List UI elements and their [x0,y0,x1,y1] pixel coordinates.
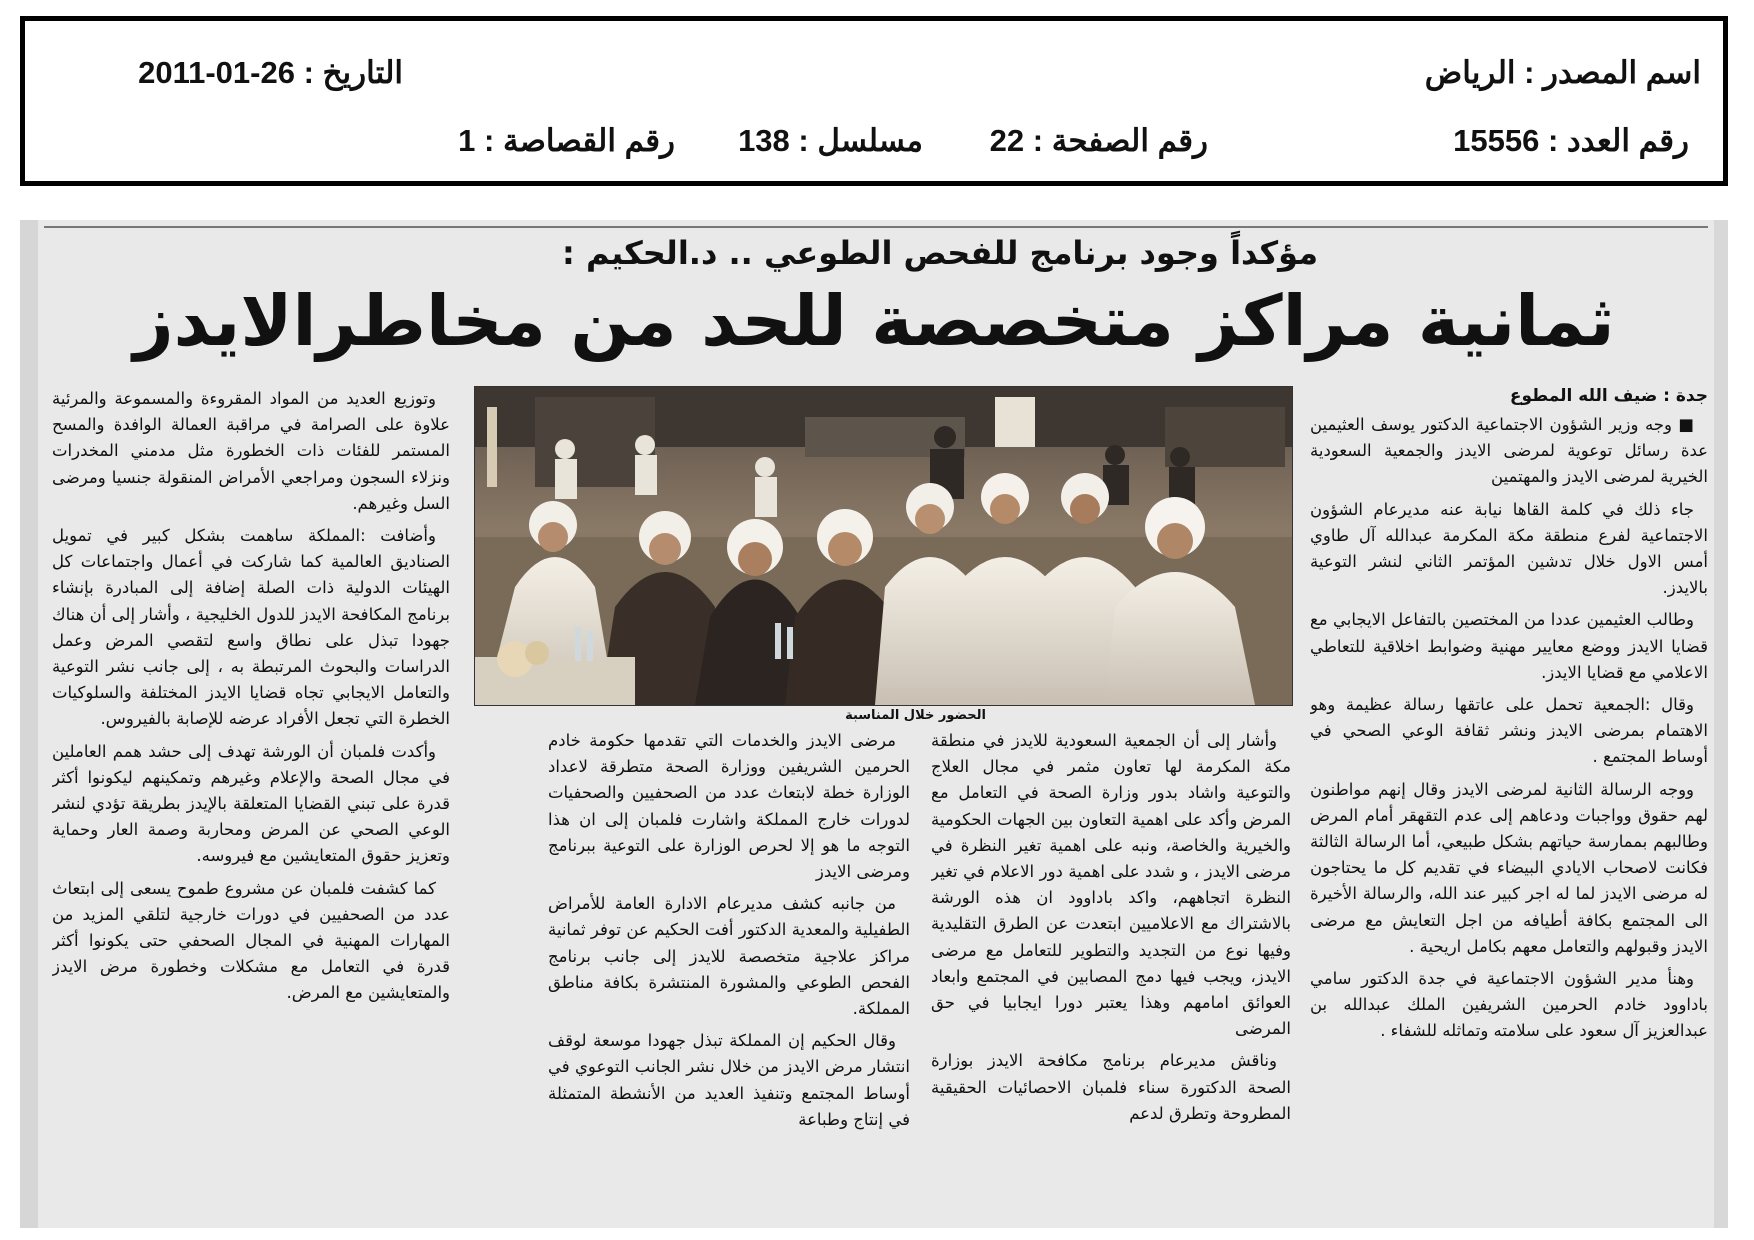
event-photo [474,386,1293,706]
paragraph: ووجه الرسالة الثانية لمرضى الايدز وقال إنهم مواطنون لهم حقوق وواجبات ودعاهم إلى عدم التقهقر أمام المرض وطالبهم بممارسة حياتهم بشكل طبيعي، أما الرسالة الثالثة فكانت لاصحاب الايادي البيضاء في تقديم كل ما يحتاجون له مرضى الايدز لما له اجر كبير عند الله، والرسالة الأخيرة الى المجتمع بكافة أطيافه من اجل التعايش مع مرضى الايدز وقبولهم والتعامل معهم بكامل اريحية . [1310,779,1708,956]
clipping-number-value: 1 [458,123,476,158]
page-number-field [990,125,1208,156]
date-value: 2011-01-26 [138,55,295,90]
paragraph: من جانبه كشف مديرعام الادارة العامة للأمراض الطفيلية والمعدية الدكتور أفت الحكيم عن توفر ثمانية مراكز علاجية متخصصة للايدز إلى جانب برنامج الفحص الطوعي والمشورة المنتشرة بكافة مناطق المملكة. [548,894,910,1019]
article-headline: ثمانية مراكز متخصصة للحد من مخاطرالايدز [133,280,1615,362]
clipping-metadata-box [20,16,1728,186]
scan-shadow-right [1714,220,1728,1228]
page-number-value: 22 [989,123,1025,158]
article-column-left [52,386,450,1222]
page-number-label: رقم الصفحة : [1024,123,1208,158]
article-column-center-left [548,728,910,1222]
source-name: اسم المصدر : الرياض [1424,55,1701,90]
paragraph: وأكدت فلمبان أن الورشة تهدف إلى حشد همم العاملين في مجال الصحة والإعلام وغيرهم وتمكينهم ليكونوا أكثر قدرة على تبني القضايا المتعلقة بالإيدز بطريقة تؤدي لنشر الوعي الصحي عن المرض ومحاربة وصمة العار وحماية وتعزيز حقوق المتعايشين مع فيروسه. [52,741,450,866]
serial-field [738,125,923,156]
top-rule [44,226,1708,228]
clipping-number-label: رقم القصاصة : [475,123,675,158]
issue-number-value: 15556 [1453,123,1540,158]
issue-number-label: رقم العدد : [1539,123,1689,158]
serial-value: 138 [738,123,790,158]
paragraph: وقال الحكيم إن المملكة تبذل جهودا موسعة لوقف انتشار مرض الايدز من خلال نشر الجانب التوعوي في أوساط المجتمع وتنفيذ العديد من الأنشطة المتمثلة في إنتاج وطباعة [548,1031,910,1129]
article-byline: جدة : ضيف الله المطوع [1509,386,1708,406]
paragraph: وتوزيع العديد من المواد المقروءة والمسموعة والمرئية علاوة على الصرامة في مراقبة العمالة الوافدة والمسح المستمر للفئات ذات الخطورة مثل مدمني المخدرات ونزلاء السجون ومراجعي الأمراض المنقولة جنسيا ومرضى السل وغيرهم. [52,389,450,513]
paragraph: وطالب العثيمين عددا من المختصين بالتفاعل الايجابي مع قضايا الايدز ووضع معايير مهنية وضوابط اخلاقية للتعاطي الاعلامي مع قضايا الايدز. [1310,610,1708,682]
clipping-number-field [458,125,675,156]
paragraph: وناقش مديرعام برنامج مكافحة الايدز بوزارة الصحة الدكتورة سناء فلمبان الاحصائيات الحقيقية المطروحة وتطرق لدعم [931,1051,1291,1123]
paragraph: كما كشفت فلمبان عن مشروع طموح يسعى إلى ابتعاث عدد من الصحفيين في دورات خارجية لتلقي المزيد من المهارات المهنية في المجال الصحفي حتى يكونوا أكثر قدرة في التعامل مع مشكلات وخطورة مرض الايدز والمتعايشين مع المرض. [52,878,450,1003]
paragraph: مرضى الايدز والخدمات التي تقدمها حكومة خادم الحرمين الشريفين ووزارة الصحة متطرقة لاعداد الوزارة خطة لابتعاث عدد من الصحفيين والصحفيات لدورات خارج المملكة واشارت فلمبان إلى ان هذا التوجه ما هو إلا لحرص الوزارة على التوعية ببرنامج ومرضى الايدز [548,731,910,882]
photo-caption: الحضور خلال المناسبة [845,708,986,723]
issue-number-field [1453,125,1689,156]
newspaper-clipping [20,220,1728,1228]
article-kicker: مؤكداً وجود برنامج للفحص الطوعي .. د.الحكيم : [562,234,1318,272]
paragraph: وأشار إلى أن الجمعية السعودية للايدز في منطقة مكة المكرمة لها تعاون مثمر في مجال العلاج والتوعية واشاد بدور وزارة الصحة في التعامل مع المرض وأكد على اهمية التعاون بين الجهات الحكومية والخيرية والخاصة، ونبه على اهمية تغير النظرة في مرضى الايدز ، و شدد على اهمية دور الاعلام في تغير النظرة اتجاههم، واكد باداوود ان هذه الورشة بالاشتراك مع الاعلاميين ابتعدت عن الطرق التقليدية وفيها نوع من التجديد والتطوير للتعامل مع مرضى الايدز، ويجب فيها دمج المصابين في المجتمع وابعاد العوائق امامهم وهذا يعتبر دورا ايجابيا في حق المرضى [931,731,1291,1039]
scan-shadow-left [20,220,38,1228]
paragraph: جاء ذلك في كلمة القاها نيابة عنه مديرعام الشؤون الاجتماعية لفرع منطقة مكة المكرمة عبدالله آل طاوي أمس الاول خلال تدشين المؤتمر الثاني لنشر التوعية بالايدز. [1310,499,1708,598]
date-label: التاريخ : [294,55,403,90]
date-field [138,57,403,88]
article-column-right [1310,412,1708,1222]
paragraph: وقال :الجمعية تحمل على عاتقها رسالة عظيمة وهو الاهتمام بمرضى الايدز ونشر ثقافة الوعي الصحي في أوساط المجتمع . [1310,695,1708,767]
serial-label: مسلسل : [789,123,923,158]
article-column-center-right [931,728,1291,1222]
paragraph: ■ وجه وزير الشؤون الاجتماعية الدكتور يوسف العثيمين عدة رسائل توعوية لمرضى الايدز والجمعية السعودية الخيرية لمرضى الايدز والمهتمين [1310,415,1708,487]
paragraph: وأضافت :المملكة ساهمت بشكل كبير في تمويل الصناديق العالمية كما شاركت في أعمال واجتماعات كل الهيئات الدولية ذات الصلة إضافة إلى المبادرة بإنشاء برنامج المكافحة الايدز للدول الخليجية ، وأشار إلى أن هناك جهودا تبذل على نطاق واسع لتقصي المرض وعمل الدراسات والبحوث المرتبطة به ، إلى جانب نشر التوعية والتعامل الايجابي تجاه قضايا الايدز المختلفة والسلوكيات الخطرة التي تجعل الأفراد عرضه للإصابة بالفيروس. [52,526,450,729]
paragraph: وهنأ مدير الشؤون الاجتماعية في جدة الدكتور سامي باداوود خادم الحرمين الشريفين الملك عبدالله بن عبدالعزيز آل سعود على سلامته وتماثله للشفاء . [1310,969,1708,1041]
